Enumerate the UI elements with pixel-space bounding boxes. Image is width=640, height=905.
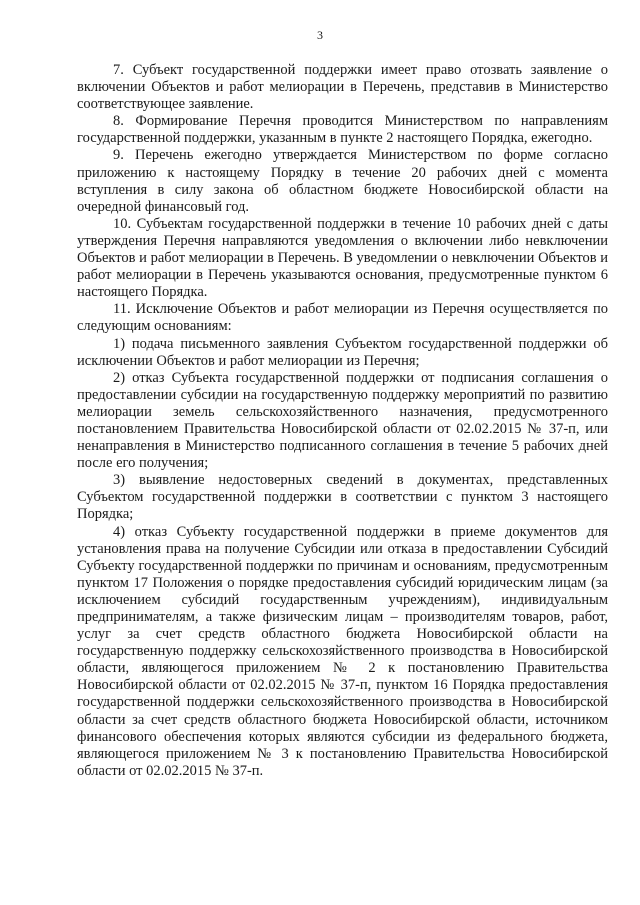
list-item-1: 1) подача письменного заявления Субъектом государственной поддержки об исключении Объектов и работ мелиорации из Перечня; [77, 335, 608, 369]
paragraph-item-10: 10. Субъектам государственной поддержки в течение 10 рабочих дней с даты утверждения Перечня направляются уведомления о включении либо невключении Объектов и работ мелиорации в Перечень. В уведомлении о невключении Объектов и работ мелиорации в Перечень указываются основания, предусмотренные пунктом 6 настоящего Порядка. [77, 215, 608, 301]
list-item-3: 3) выявление недостоверных сведений в документах, представленных Субъектом государственной поддержки в соответствии с пунктом 3 настоящего Порядка; [77, 472, 608, 523]
list-item-4: 4) отказ Субъекту государственной поддержки в приеме документов для установления права на получение Субсидии или отказа в предоставлении Субсидий Субъекту государственной поддержки по причинам и основаниям, предусмотренным пунктом 17 Положения о порядке предоставления субсидий юридическим лицам (за исключением субсидий государственным учреждениям), индивидуальным предпринимателям, а также физическим лицам – производителям товаров, работ, услуг за счет средств областного бюджета Новосибирской области на государственную поддержку сельскохозяйственного производства в Новосибирской области, являющегося приложением № 2 к постановлению Правительства Новосибирской области от 02.02.2015 № 37-п, пунктом 16 Порядка предоставления государственной поддержки сельскохозяйственного производства в Новосибирской области за счет средств областного бюджета Новосибирской области, источником финансового обеспечения которых являются субсидии из федерального бюджета, являющегося приложением № 3 к постановлению Правительства Новосибирской области от 02.02.2015 № 37-п. [77, 523, 608, 779]
list-item-2: 2) отказ Субъекта государственной поддержки от подписания соглашения о предоставлении субсидии на государственную поддержку мероприятий по развитию мелиорации земель сельскохозяйственного назначения, предусмотренного постановлением Правительства Новосибирской области от 02.02.2015 № 37-п, или ненаправления в Министерство подписанного соглашения в течение 5 рабочих дней после его получения; [77, 369, 608, 472]
paragraph-item-7: 7. Субъект государственной поддержки имеет право отозвать заявление о включении Объектов и работ мелиорации в Перечень, представив в Министерство соответствующее заявление. [77, 62, 608, 113]
document-body [77, 62, 608, 780]
paragraph-item-9: 9. Перечень ежегодно утверждается Министерством по форме согласно приложению к настоящему Порядку в течение 20 рабочих дней с момента вступления в силу закона об областном бюджете Новосибирской области на очередной финансовый год. [77, 147, 608, 215]
page-number: 3 [317, 28, 323, 42]
paragraph-item-8: 8. Формирование Перечня проводится Министерством по направлениям государственной поддержки, указанным в пункте 2 настоящего Порядка, ежегодно. [77, 113, 608, 147]
paragraph-item-11: 11. Исключение Объектов и работ мелиорации из Перечня осуществляется по следующим основаниям: [77, 301, 608, 335]
